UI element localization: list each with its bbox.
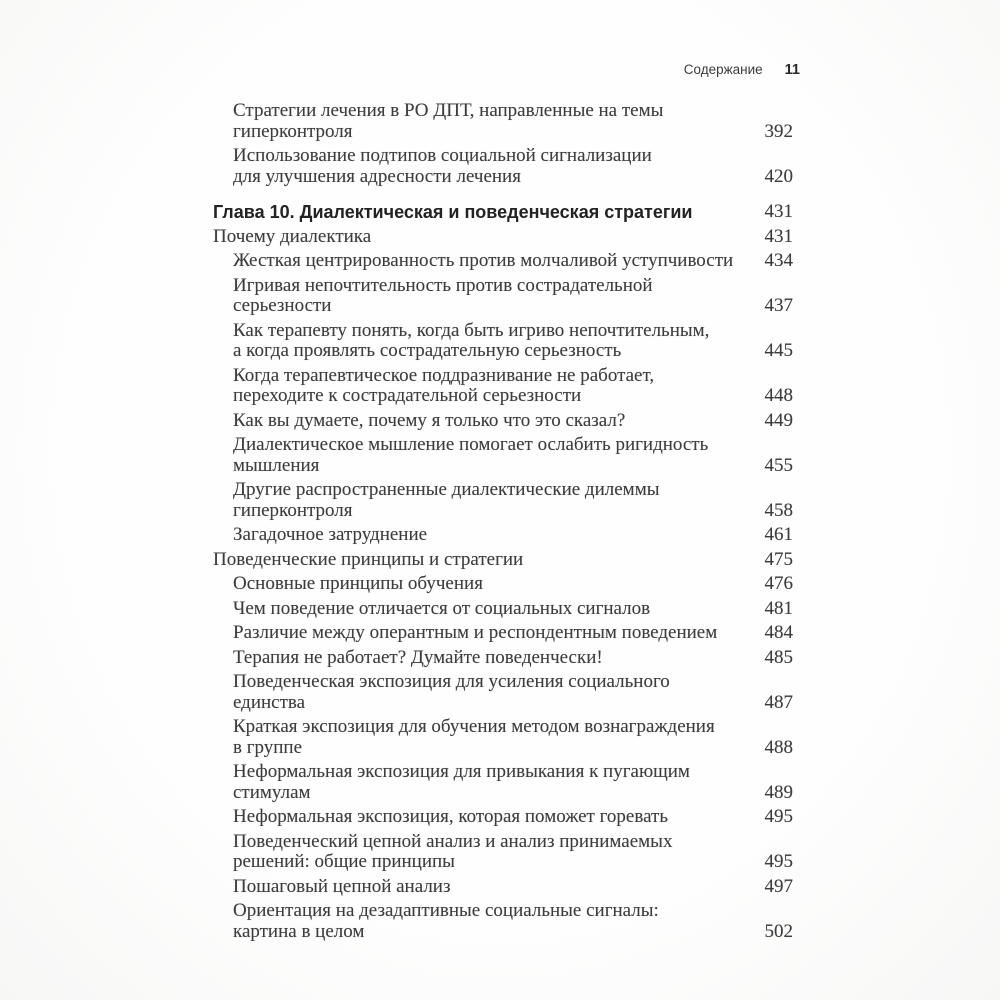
toc-entry-title-line: Использование подтипов социальной сигнализации — [233, 145, 652, 166]
toc-entry — [213, 101, 793, 142]
toc-entry-title-line: переходите к сострадательной серьезности — [233, 385, 582, 406]
toc-entry-title-line: для улучшения адресности лечения — [233, 165, 521, 187]
toc-entry-page-number: 431 — [764, 225, 793, 247]
toc-entry-title-line: Как вы думаете, почему я только что это сказал? — [233, 409, 626, 431]
toc-entry — [213, 901, 793, 942]
toc-entry-title-line: Загадочное затруднение — [233, 524, 428, 545]
toc-entry-title — [233, 574, 753, 595]
toc-entry — [213, 227, 793, 248]
toc-entry-title-line: в группе — [233, 736, 303, 758]
toc-entry-title-line: Поведенческая экспозиция для усиления социального — [233, 671, 670, 692]
toc-entry-title-line: Жесткая центрированность против молчаливой уступчивости — [233, 250, 734, 271]
page-number: 11 — [784, 62, 800, 78]
toc-entry-title-line: Пошаговый цепной анализ — [233, 875, 451, 897]
toc-entry-title-line: Как терапевту понять, когда быть игриво непочтительным, — [233, 319, 710, 341]
toc-entry-title-line: Краткая экспозиция для обучения методом вознаграждения — [233, 716, 715, 737]
toc-entry — [213, 877, 793, 898]
toc-entry-title — [233, 672, 753, 713]
toc-entry-title-line: серьезности — [233, 295, 332, 316]
toc-entry — [213, 717, 793, 758]
toc-entry-title — [233, 901, 753, 942]
toc-entry-title — [233, 101, 753, 142]
toc-entry-page-number: 445 — [764, 340, 793, 361]
toc-entry — [213, 599, 793, 620]
toc-entry-title-line: Различие между оперантным и респондентным поведением — [233, 622, 718, 643]
toc-entry-title — [233, 877, 753, 898]
toc-entry — [213, 807, 793, 828]
toc-entry-title — [233, 648, 753, 669]
toc-entry — [213, 574, 793, 595]
toc-entry-page-number: 495 — [764, 806, 793, 827]
toc-entry-title-line: решений: общие принципы — [233, 851, 455, 872]
toc-entry — [213, 276, 793, 317]
toc-entry-title-line: Стратегии лечения в РО ДПТ, направленные на темы — [233, 100, 664, 121]
toc-entry-title — [233, 762, 753, 803]
toc-entry-title-line: Терапия не работает? Думайте поведенчески! — [233, 646, 603, 668]
toc-entry-title-line: Чем поведение отличается от социальных сигналов — [233, 597, 651, 619]
toc-entry-title-line: единства — [233, 691, 306, 713]
toc-entry-page-number: 458 — [764, 499, 793, 521]
toc-entry-title — [233, 146, 753, 187]
toc-entry-title — [233, 525, 753, 546]
toc-entry-title-line: Игривая непочтительность против сострадательной — [233, 274, 653, 296]
toc-entry-title — [233, 623, 753, 644]
toc-chapter-entry — [213, 202, 793, 223]
toc-entry — [213, 525, 793, 546]
toc-entry — [213, 146, 793, 187]
toc-entry — [213, 672, 793, 713]
toc-entry-page-number: 476 — [764, 573, 793, 594]
toc-entry — [213, 762, 793, 803]
toc-entry-title — [233, 435, 753, 476]
toc-entry-title-line: стимулам — [233, 781, 311, 803]
toc-entry-page-number: 497 — [764, 875, 793, 897]
toc-entry-title — [233, 321, 753, 362]
toc-entry-title — [213, 550, 753, 571]
toc-entry-title-line: гиперконтроля — [233, 499, 353, 521]
toc-entry-page-number: 485 — [764, 646, 793, 668]
toc-list — [213, 101, 793, 946]
toc-entry-page-number: 481 — [764, 597, 793, 619]
toc-entry-title — [233, 807, 753, 828]
toc-entry — [213, 411, 793, 432]
toc-entry-page-number: 448 — [764, 385, 793, 406]
toc-entry-page-number: 495 — [764, 851, 793, 872]
toc-entry — [213, 480, 793, 521]
toc-entry-title — [233, 599, 753, 620]
toc-entry-page-number: 502 — [764, 920, 793, 942]
toc-entry — [213, 366, 793, 407]
toc-entry-title-line: Почему диалектика — [213, 225, 372, 247]
toc-entry-title — [233, 276, 753, 317]
toc-entry-title-line: Другие распространенные диалектические дилеммы — [233, 479, 660, 500]
toc-entry-page-number: 484 — [764, 622, 793, 643]
toc-entry — [213, 251, 793, 272]
toc-entry-title — [233, 717, 753, 758]
toc-entry-page-number: 455 — [764, 454, 793, 476]
toc-entry-page-number: 434 — [764, 250, 793, 271]
toc-entry-title-line: а когда проявлять сострадательную серьезность — [233, 340, 622, 361]
toc-entry-title — [233, 251, 753, 272]
toc-entry-title-line: Ориентация на дезадаптивные социальные сигналы: — [233, 900, 659, 921]
toc-entry-page-number: 420 — [764, 165, 793, 187]
toc-entry-page-number: 431 — [764, 201, 793, 222]
toc-entry — [213, 648, 793, 669]
toc-entry-title — [213, 202, 753, 223]
toc-entry-title-line: Основные принципы обучения — [233, 573, 483, 594]
toc-entry-title-line: гиперконтроля — [233, 120, 353, 142]
toc-entry — [213, 321, 793, 362]
toc-entry-title-line: Неформальная экспозиция, которая поможет горевать — [233, 806, 668, 827]
toc-entry-page-number: 461 — [764, 524, 793, 545]
toc-entry — [213, 550, 793, 571]
toc-entry-title — [233, 832, 753, 873]
toc-entry-title — [233, 366, 753, 407]
toc-entry-title-line: Когда терапевтическое поддразнивание не работает, — [233, 364, 655, 386]
toc-entry-title-line: Неформальная экспозиция для привыкания к пугающим — [233, 761, 690, 782]
toc-entry — [213, 832, 793, 873]
toc-entry-title — [233, 411, 753, 432]
toc-entry-title — [233, 480, 753, 521]
toc-entry-page-number: 437 — [764, 295, 793, 316]
toc-entry-page-number: 487 — [764, 691, 793, 713]
toc-entry-title-line: Поведенческие принципы и стратегии — [213, 548, 524, 570]
toc-entry-title-line: картина в целом — [233, 920, 365, 942]
toc-entry-title-line: Поведенческий цепной анализ и анализ принимаемых — [233, 830, 673, 852]
toc-entry-title — [213, 227, 753, 248]
toc-entry-page-number: 488 — [764, 736, 793, 758]
running-header-title: Содержание — [683, 62, 763, 77]
toc-entry-title-line: мышления — [233, 454, 320, 476]
running-header — [684, 62, 800, 78]
toc-entry-title-line: Диалектическое мышление помогает ослабить ригидность — [233, 434, 709, 455]
toc-entry — [213, 435, 793, 476]
toc-entry-page-number: 489 — [764, 781, 793, 803]
toc-entry-page-number: 392 — [764, 120, 793, 142]
toc-entry-page-number: 475 — [764, 548, 793, 570]
toc-entry — [213, 623, 793, 644]
toc-entry-page-number: 449 — [764, 409, 793, 431]
toc-entry-title-line: Глава 10. Диалектическая и поведенческая стратегии — [213, 202, 693, 222]
